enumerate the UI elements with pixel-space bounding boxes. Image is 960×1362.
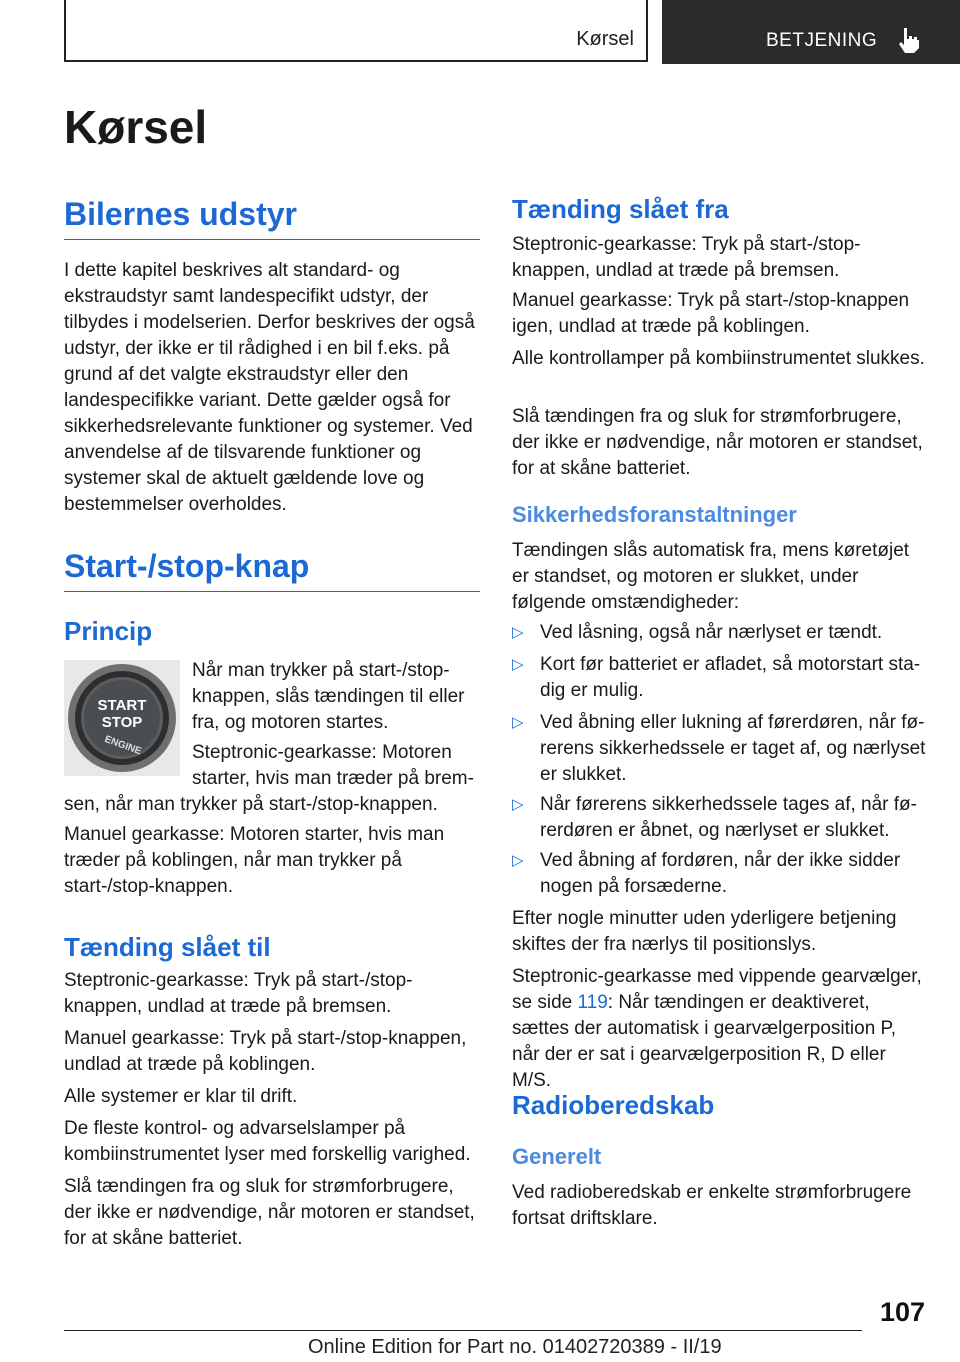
list-item: ▷ Kort før batteriet er afladet, så motorstart sta-dig er mulig. (512, 654, 921, 701)
page-header (0, 0, 960, 66)
paragraph-off-2: Manuel gearkasse: Tryk på start-/stop-knappen igen, undlad at træde på koblingen. (512, 290, 910, 337)
paragraph-princip-3: Manuel gearkasse: Motoren starter, hvis man træder på koblingen, når man trykker på start-/stop-knappen. (64, 824, 445, 897)
paragraph-equipment: I dette kapitel beskrives alt standard- og ekstraudstyr samt landespecifikt udstyr, der tilbydes i modelserien. Derfor beskrives der også udstyr, der ikke er til rådighed i en bil f.eks. på grund af det valgte ekstraudstyr eller den landespecifikke variant. Dette gælder også for sikkerhedsrelevante funktioner og systemer. Ved anvendelse af de tilsvarende funktioner og systemer skal de aktuelt gældende love og bestemmelser overholdes. (64, 260, 475, 515)
footer-divider (64, 1330, 862, 1331)
paragraph-off-4: Slå tændingen fra og sluk for strømforbrugere, der ikke er nødvendige, når motoren er standset, for at skåne batteriet. (512, 406, 923, 479)
page-title: Kørsel (64, 101, 208, 153)
list-item: ▷ Ved låsning, også når nærlyset er tændt. (512, 620, 926, 646)
section-label: Kørsel (576, 28, 634, 50)
paragraph-after-2: Steptronic-gearkasse med vippende gearvælger, se side 119: Når tændingen er deaktiveret, sættes der automatisk i gearvælgerposition P, når der er sat i gearvælgerposition R, D eller M/S. (512, 966, 922, 1091)
chapter-tab (662, 0, 960, 64)
heading-radio: Radioberedskab (512, 1090, 715, 1120)
triangle-bullet-icon: ▷ (512, 714, 524, 731)
paragraph-off-3: Alle kontrollamper på kombiinstrumentet slukkes. (512, 348, 925, 369)
paragraph-off-1: Steptronic-gearkasse: Tryk på start-/stop-knappen, undlad at træde på bremsen. (512, 234, 861, 281)
paragraph-general: Ved radioberedskab er enkelte strømforbrugere fortsat driftsklare. (512, 1182, 912, 1229)
page-number: 107 (880, 1297, 926, 1327)
paragraph-princip-2a: Steptronic-gearkasse: Motoren starter, hvis man træder på brem- (192, 742, 474, 789)
chapter-label: BETJENING (766, 30, 878, 51)
hand-pointer-icon (896, 26, 922, 54)
button-text-start: START (97, 697, 147, 714)
button-text-stop: STOP (101, 714, 143, 731)
heading-ignition-on: Tænding slået til (64, 932, 271, 962)
heading-safety: Sikkerhedsforanstaltninger (512, 502, 797, 527)
list-item: ▷ Ved åbning eller lukning af førerdøren, når fø-rerens sikkerhedssele er taget af, og nærlyset er slukket. (512, 712, 926, 785)
heading-princip: Princip (64, 616, 153, 646)
list-item: ▷ Ved åbning af fordøren, når der ikke sidder nogen på forsæderne. (512, 850, 901, 897)
paragraph-on-4: De fleste kontrol- og advarselslamper på kombiinstrumentet lyser med forskellig varighed. (64, 1118, 471, 1165)
paragraph-on-1: Steptronic-gearkasse: Tryk på start-/stop-knappen, undlad at træde på bremsen. (64, 970, 413, 1017)
section-tab (64, 0, 648, 62)
paragraph-on-2: Manuel gearkasse: Tryk på start-/stop-knappen, undlad at træde på koblingen. (64, 1028, 467, 1075)
start-stop-button-image (64, 660, 180, 776)
paragraph-princip-2b: sen, når man trykker på start-/stop-knappen. (64, 794, 438, 815)
paragraph-safety: Tændingen slås automatisk fra, mens køretøjet er standset, og motoren er slukket, under følgende omstændigheder: (512, 540, 910, 613)
list-item: ▷ Når førerens sikkerhedssele tages af, når fø-rerdøren er åbnet, og nærlyset er slukket. (512, 794, 917, 841)
triangle-bullet-icon: ▷ (512, 852, 524, 869)
button-text-engine: ENGINE (102, 733, 143, 758)
paragraph-princip-1: Når man trykker på start-/stop-knappen, slås tændingen til eller fra, og motoren startes. (192, 660, 465, 733)
paragraph-on-5: Slå tændingen fra og sluk for strømforbrugere, der ikke er nødvendige, når motoren er standset, for at skåne batteriet. (64, 1176, 475, 1249)
heading-start-stop: Start-/stop-knap (64, 548, 480, 592)
triangle-bullet-icon: ▷ (512, 796, 524, 813)
page-link[interactable]: 119 (577, 992, 608, 1013)
heading-ignition-off: Tænding slået fra (512, 194, 729, 224)
paragraph-after-1: Efter nogle minutter uden yderligere betjening skiftes der fra nærlys til positionslys. (512, 908, 897, 955)
paragraph-on-3: Alle systemer er klar til drift. (64, 1086, 298, 1107)
heading-equipment: Bilernes udstyr (64, 196, 480, 240)
footer-edition: Online Edition for Part no. 01402720389 - II/19 (308, 1336, 722, 1358)
triangle-bullet-icon: ▷ (512, 624, 524, 641)
heading-general: Generelt (512, 1144, 602, 1169)
triangle-bullet-icon: ▷ (512, 656, 524, 673)
